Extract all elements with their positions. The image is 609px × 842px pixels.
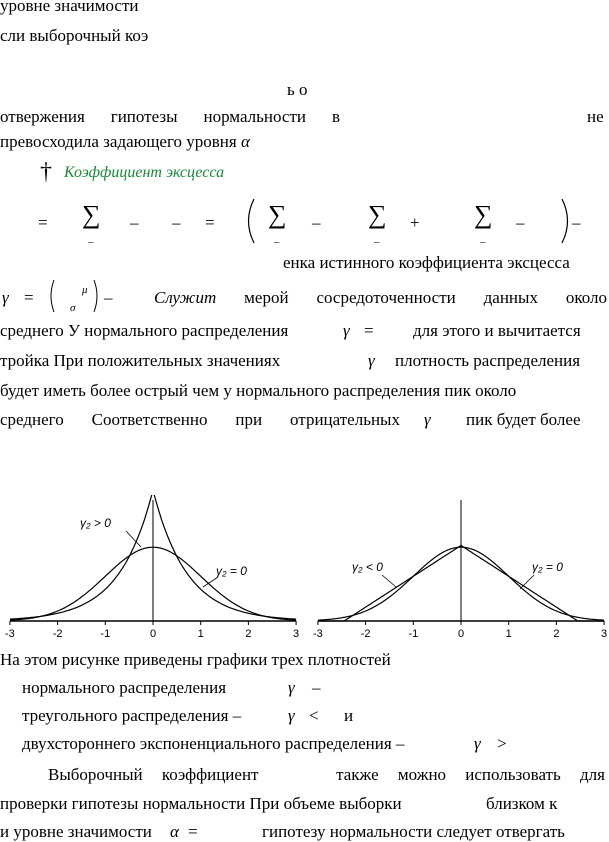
right-density-plot [313,500,607,640]
x-tick-label: -2 [52,628,63,640]
text-line: будет иметь более острый чем у нормального распределения пик около [0,381,517,400]
word: нормальности [203,107,306,126]
left-density-plot [5,495,299,640]
gamma-symbol: γ [288,706,295,725]
section-title: Коэффициент эксцесса [64,164,225,181]
text-line: пик будет более [466,410,581,429]
text-line: и уровне значимости [0,822,152,841]
text-line: тройка При положительных значениях [0,351,281,370]
gamma-symbol: γ [2,288,9,307]
text-line: для этого и вычитается [413,321,581,340]
alpha-symbol: α [240,132,250,151]
x-tick-label: 0 [149,628,157,640]
dagger-mark: † [40,159,52,185]
x-tick-labels [313,621,607,640]
gamma-symbol: γ [424,410,431,429]
text-line: уровне значимости [0,0,139,15]
x-tick-labels [5,621,299,640]
text-line [0,107,340,127]
curve-label: γ₂ = 0 [216,564,247,578]
x-tick-label: -1 [408,628,419,640]
x-tick-label: 3 [293,628,300,640]
text-line: превосходила задающего уровня α [0,132,250,151]
caption: На этом рисунке приведены графики трех плотностей [0,650,391,669]
word: отвержения [0,107,85,126]
label-leader [126,531,141,547]
x-tick-label: 2 [553,628,560,640]
word: гипотезы [110,107,178,126]
x-tick-label: -3 [313,628,323,640]
curve-label: γ₂ = 0 [532,560,563,574]
label-leader [382,575,396,587]
density-figure [0,495,609,643]
left-paren [240,197,260,245]
x-tick-label: 3 [601,628,608,640]
gamma-symbol: γ [474,734,481,753]
x-tick-label: -2 [360,628,371,640]
gamma-symbol: γ [368,351,375,370]
text-line: близком к [486,794,558,813]
text-line: проверки гипотезы нормальности При объеме выборки [0,794,402,813]
label-leader [520,575,534,589]
x-tick-label: 1 [505,628,512,640]
text-line: Выборочный коэффициент также можно использовать для [48,765,605,784]
x-tick-label: -1 [100,628,111,640]
curve-label: γ₂ < 0 [352,560,383,574]
list-item: нормального распределения [22,678,227,697]
x-tick-label: 2 [245,628,252,640]
text-line: плотность распределения [395,351,581,370]
alpha-symbol: α [170,822,179,841]
word: в [331,107,340,126]
list-item: двухстороннего экспоненциального распределения – [22,734,405,753]
curve-label: γ₂ > 0 [80,516,111,530]
gamma-symbol: γ [343,321,350,340]
text-line: гипотезу нормальности следует отвергать [262,822,565,841]
text-word: не [587,107,604,126]
x-tick-label: 1 [197,628,204,640]
x-tick-label: 0 [457,628,465,640]
x-tick-label: -3 [5,628,15,640]
text-line: среднего У нормального распределения [0,321,289,340]
text-line: сли выборочный коэ [0,26,149,45]
text-line: енка истинного коэффициента эксцесса [283,253,570,272]
text-line: среднего Соответственно при отрицательных [0,410,400,429]
list-item: треугольного распределения – [22,706,242,725]
text-fragment: ь о [287,80,308,99]
gamma-symbol: γ [288,678,295,697]
